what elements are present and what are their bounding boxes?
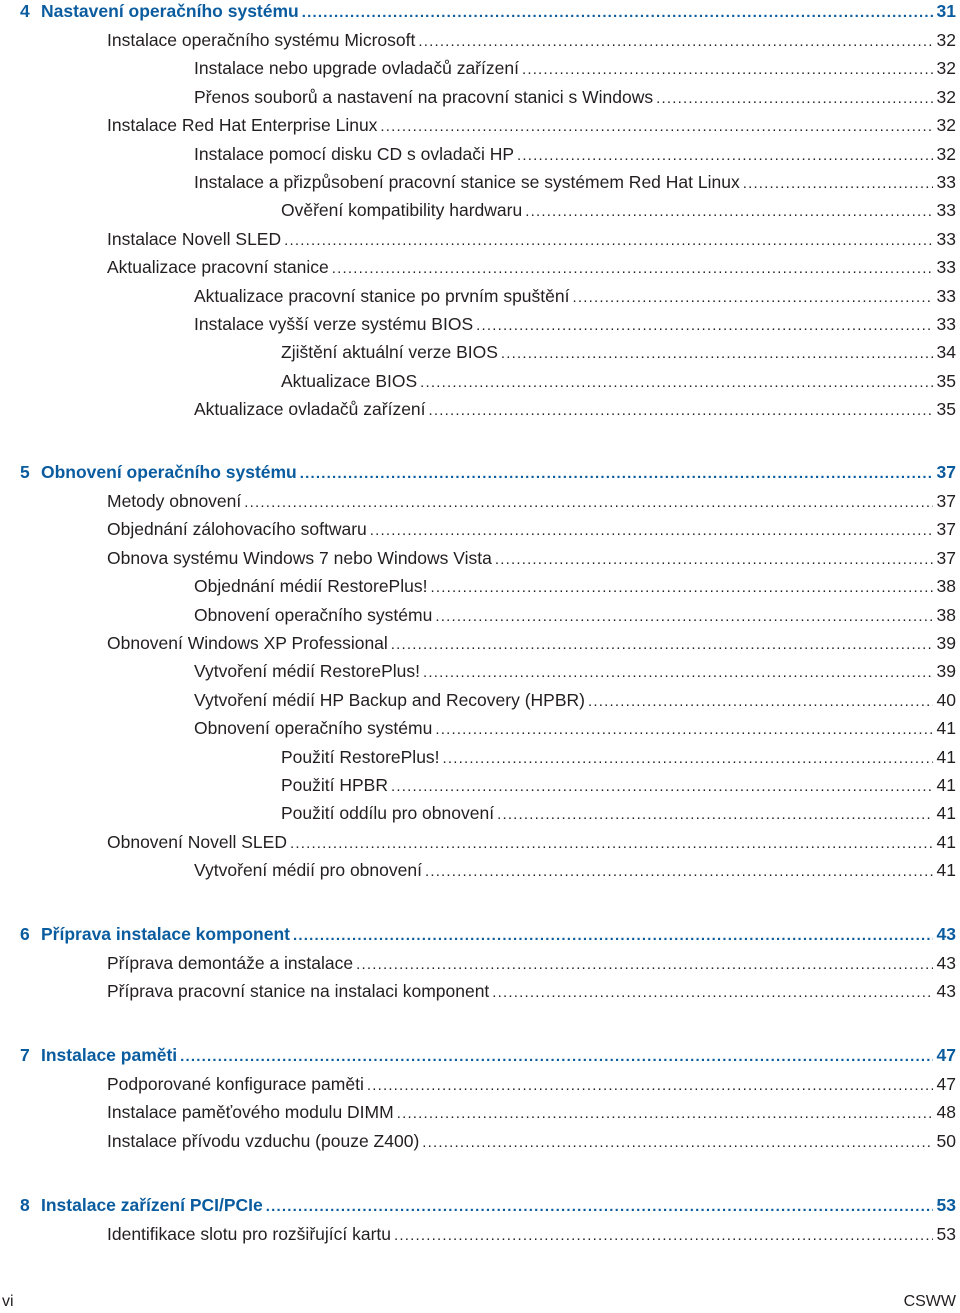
entry-page-number: 38	[936, 576, 956, 597]
toc-entry-link[interactable]	[0, 572, 960, 600]
toc-entry-link[interactable]	[0, 338, 960, 366]
entry-page-number: 37	[936, 547, 956, 568]
chapter-title: Instalace zařízení PCI/PCIe	[41, 1195, 263, 1215]
entry-title: Identifikace slotu pro rozšiřující kartu	[107, 1224, 392, 1244]
dot-leader	[367, 1070, 933, 1098]
dot-leader	[525, 196, 932, 224]
entry-title: Obnova systému Windows 7 nebo Windows Vista	[107, 547, 492, 568]
entry-page-number: 41	[936, 831, 956, 852]
entry-page-number: 53	[936, 1224, 956, 1244]
toc-entry-link[interactable]	[0, 657, 960, 685]
entry-page-number: 41	[936, 803, 956, 824]
entry-page-number: 34	[936, 342, 956, 363]
entry-page-number: 37	[936, 491, 956, 511]
chapter-number: 7	[20, 1045, 30, 1065]
entry-title: Instalace pomocí disku CD s ovladači HP	[194, 143, 514, 164]
entry-page-number: 33	[936, 257, 956, 278]
entry-title: Obnovení Novell SLED	[107, 831, 287, 852]
dot-leader	[266, 1190, 933, 1218]
entry-title: Instalace vyšší verze systému BIOS	[194, 313, 474, 334]
toc-entry-link[interactable]	[0, 111, 960, 139]
entry-page-number: 33	[936, 171, 956, 192]
entry-page-number: 32	[936, 86, 956, 107]
entry-title: Aktualizace pracovní stanice	[107, 257, 329, 278]
entry-page-number: 32	[936, 30, 956, 50]
toc-entry-link[interactable]	[0, 828, 960, 856]
entry-title: Instalace paměťového modulu DIMM	[107, 1102, 394, 1123]
entry-page-number: 35	[936, 399, 956, 420]
chapter-heading-link[interactable]	[0, 1190, 960, 1220]
dot-leader	[370, 515, 933, 543]
dot-leader	[300, 457, 933, 485]
dot-leader	[332, 253, 933, 281]
toc-entry-link[interactable]	[0, 395, 960, 423]
entry-page-number: 47	[936, 1074, 956, 1094]
entry-title: Obnovení operačního systému	[194, 604, 433, 625]
entry-page-number: 40	[936, 689, 956, 710]
entry-page-number: 43	[936, 953, 956, 973]
dot-leader	[391, 629, 933, 657]
dot-leader	[429, 395, 933, 423]
entry-title: Podporované konfigurace paměti	[107, 1074, 364, 1094]
chapter-page-number: 31	[936, 1, 956, 21]
toc-entry-link[interactable]	[0, 601, 960, 629]
entry-page-number: 35	[936, 370, 956, 391]
entry-title: Aktualizace ovladačů zařízení	[194, 399, 426, 420]
entry-title: Použití RestorePlus!	[281, 746, 440, 767]
toc-entry-link[interactable]	[0, 26, 960, 54]
toc-entry-link[interactable]	[0, 168, 960, 196]
toc-entry-link[interactable]	[0, 799, 960, 827]
entry-page-number: 32	[936, 58, 956, 79]
entry-page-number: 37	[936, 519, 956, 540]
dot-leader	[356, 949, 932, 977]
toc-entry-link[interactable]	[0, 629, 960, 657]
entry-title: Instalace operačního systému Microsoft	[107, 30, 416, 50]
chapter-page-number: 37	[936, 462, 956, 482]
toc-entry-link[interactable]	[0, 771, 960, 799]
dot-leader	[284, 225, 932, 253]
entry-title: Přenos souborů a nastavení na pracovní stanici s Windows	[194, 86, 654, 107]
toc-entry-link[interactable]	[0, 856, 960, 884]
entry-page-number: 41	[936, 860, 956, 881]
dot-leader	[743, 168, 933, 196]
dot-leader	[430, 572, 932, 600]
dot-leader	[476, 310, 932, 338]
chapter-page-number: 43	[936, 924, 956, 944]
entry-title: Použití oddílu pro obnovení	[281, 803, 495, 824]
entry-title: Aktualizace pracovní stanice po prvním spuštění	[194, 285, 570, 306]
dot-leader	[501, 338, 933, 366]
entry-page-number: 33	[936, 313, 956, 334]
entry-title: Instalace Red Hat Enterprise Linux	[107, 115, 378, 136]
toc-entry-link[interactable]	[0, 367, 960, 395]
toc-entry-link[interactable]	[0, 225, 960, 253]
toc-entry-link[interactable]	[0, 282, 960, 310]
chapter-number: 8	[20, 1195, 30, 1215]
toc-entry-link[interactable]	[0, 714, 960, 742]
dot-leader	[588, 686, 933, 714]
toc-entry-link[interactable]	[0, 1098, 960, 1126]
entry-page-number: 33	[936, 228, 956, 249]
toc-entry-link[interactable]	[0, 196, 960, 224]
entry-page-number: 41	[936, 774, 956, 795]
dot-leader	[397, 1098, 933, 1126]
entry-title: Metody obnovení	[107, 491, 242, 511]
chapter-heading-link[interactable]	[0, 919, 960, 949]
toc-entry-link[interactable]	[0, 686, 960, 714]
entry-page-number: 39	[936, 632, 956, 653]
entry-title: Obnovení operačního systému	[194, 718, 433, 739]
chapter-title: Nastavení operačního systému	[41, 1, 299, 21]
entry-title: Příprava pracovní stanice na instalaci komponent	[107, 981, 490, 1002]
toc-entry-link[interactable]	[0, 253, 960, 281]
entry-page-number: 41	[936, 718, 956, 739]
dot-leader	[572, 282, 932, 310]
entry-page-number: 39	[936, 661, 956, 682]
entry-page-number: 33	[936, 200, 956, 221]
dot-leader	[394, 1220, 933, 1248]
chapter-title: Obnovení operačního systému	[41, 462, 297, 482]
footer-page-number: vi	[2, 1293, 14, 1310]
entry-page-number: 33	[936, 285, 956, 306]
entry-page-number: 32	[936, 115, 956, 136]
toc-entry-link[interactable]	[0, 515, 960, 543]
dot-leader	[495, 544, 933, 572]
toc-entry-link[interactable]	[0, 487, 960, 515]
dot-leader	[244, 487, 932, 515]
dot-leader	[435, 714, 932, 742]
chapter-heading-link[interactable]	[0, 457, 960, 487]
toc-entry-link[interactable]	[0, 140, 960, 168]
footer-brand: CSWW	[903, 1293, 956, 1310]
toc-entry-link[interactable]	[0, 1070, 960, 1098]
entry-title: Objednání médií RestorePlus!	[194, 576, 428, 597]
dot-leader	[656, 83, 932, 111]
toc-entry-link[interactable]	[0, 310, 960, 338]
entry-page-number: 32	[936, 143, 956, 164]
dot-leader	[420, 367, 932, 395]
entry-title: Instalace nebo upgrade ovladačů zařízení	[194, 58, 519, 79]
entry-page-number: 38	[936, 604, 956, 625]
entry-title: Vytvoření médií RestorePlus!	[194, 661, 420, 682]
dot-leader	[302, 0, 933, 24]
chapter-title: Instalace paměti	[41, 1045, 178, 1065]
dot-leader	[492, 977, 932, 1005]
dot-leader	[435, 601, 932, 629]
dot-leader	[422, 1127, 932, 1155]
entry-title: Instalace a přizpůsobení pracovní stanice se systémem Red Hat Linux	[194, 171, 740, 192]
entry-title: Použití HPBR	[281, 774, 388, 795]
toc-entry-link[interactable]	[0, 949, 960, 977]
chapter-title: Příprava instalace komponent	[41, 924, 290, 944]
dot-leader	[443, 743, 933, 771]
toc-entry-link[interactable]	[0, 54, 960, 82]
entry-page-number: 48	[936, 1102, 956, 1123]
dot-leader	[391, 771, 933, 799]
entry-title: Instalace Novell SLED	[107, 228, 282, 249]
chapter-number: 6	[20, 924, 30, 944]
dot-leader	[418, 26, 932, 54]
dot-leader	[423, 657, 933, 685]
toc-entry-link[interactable]	[0, 977, 960, 1005]
chapter-7-section	[0, 1040, 960, 1155]
entry-title: Zjištění aktuální verze BIOS	[281, 342, 498, 363]
toc-entry-link[interactable]	[0, 743, 960, 771]
toc-entry-link[interactable]	[0, 1220, 960, 1248]
chapter-4-section	[0, 0, 960, 423]
toc-entry-link[interactable]	[0, 1127, 960, 1155]
entry-page-number: 41	[936, 746, 956, 767]
chapter-8-section	[0, 1190, 960, 1248]
dot-leader	[380, 111, 932, 139]
dot-leader	[497, 799, 932, 827]
entry-title: Vytvoření médií HP Backup and Recovery (HPBR)	[194, 689, 585, 710]
entry-title: Vytvoření médií pro obnovení	[194, 860, 422, 881]
chapter-heading-link[interactable]	[0, 1040, 960, 1070]
entry-page-number: 43	[936, 981, 956, 1002]
entry-title: Ověření kompatibility hardwaru	[281, 200, 523, 221]
chapter-page-number: 47	[936, 1045, 956, 1065]
chapter-page-number: 53	[936, 1195, 956, 1215]
dot-leader	[180, 1040, 932, 1068]
entry-title: Instalace přívodu vzduchu (pouze Z400)	[107, 1130, 420, 1151]
chapter-5-section	[0, 457, 960, 884]
chapter-6-section	[0, 919, 960, 1006]
entry-title: Aktualizace BIOS	[281, 370, 418, 391]
chapter-heading-link[interactable]	[0, 0, 960, 26]
dot-leader	[293, 919, 933, 947]
entry-title: Obnovení Windows XP Professional	[107, 632, 388, 653]
entry-title: Příprava demontáže a instalace	[107, 953, 354, 973]
toc-entry-link[interactable]	[0, 544, 960, 572]
entry-title: Objednání zálohovacího softwaru	[107, 519, 367, 540]
chapter-number: 5	[20, 462, 30, 482]
entry-page-number: 50	[936, 1130, 956, 1151]
dot-leader	[290, 828, 933, 856]
chapter-number: 4	[20, 1, 30, 21]
dot-leader	[522, 54, 933, 82]
dot-leader	[517, 140, 933, 168]
toc-entry-link[interactable]	[0, 83, 960, 111]
dot-leader	[425, 856, 933, 884]
